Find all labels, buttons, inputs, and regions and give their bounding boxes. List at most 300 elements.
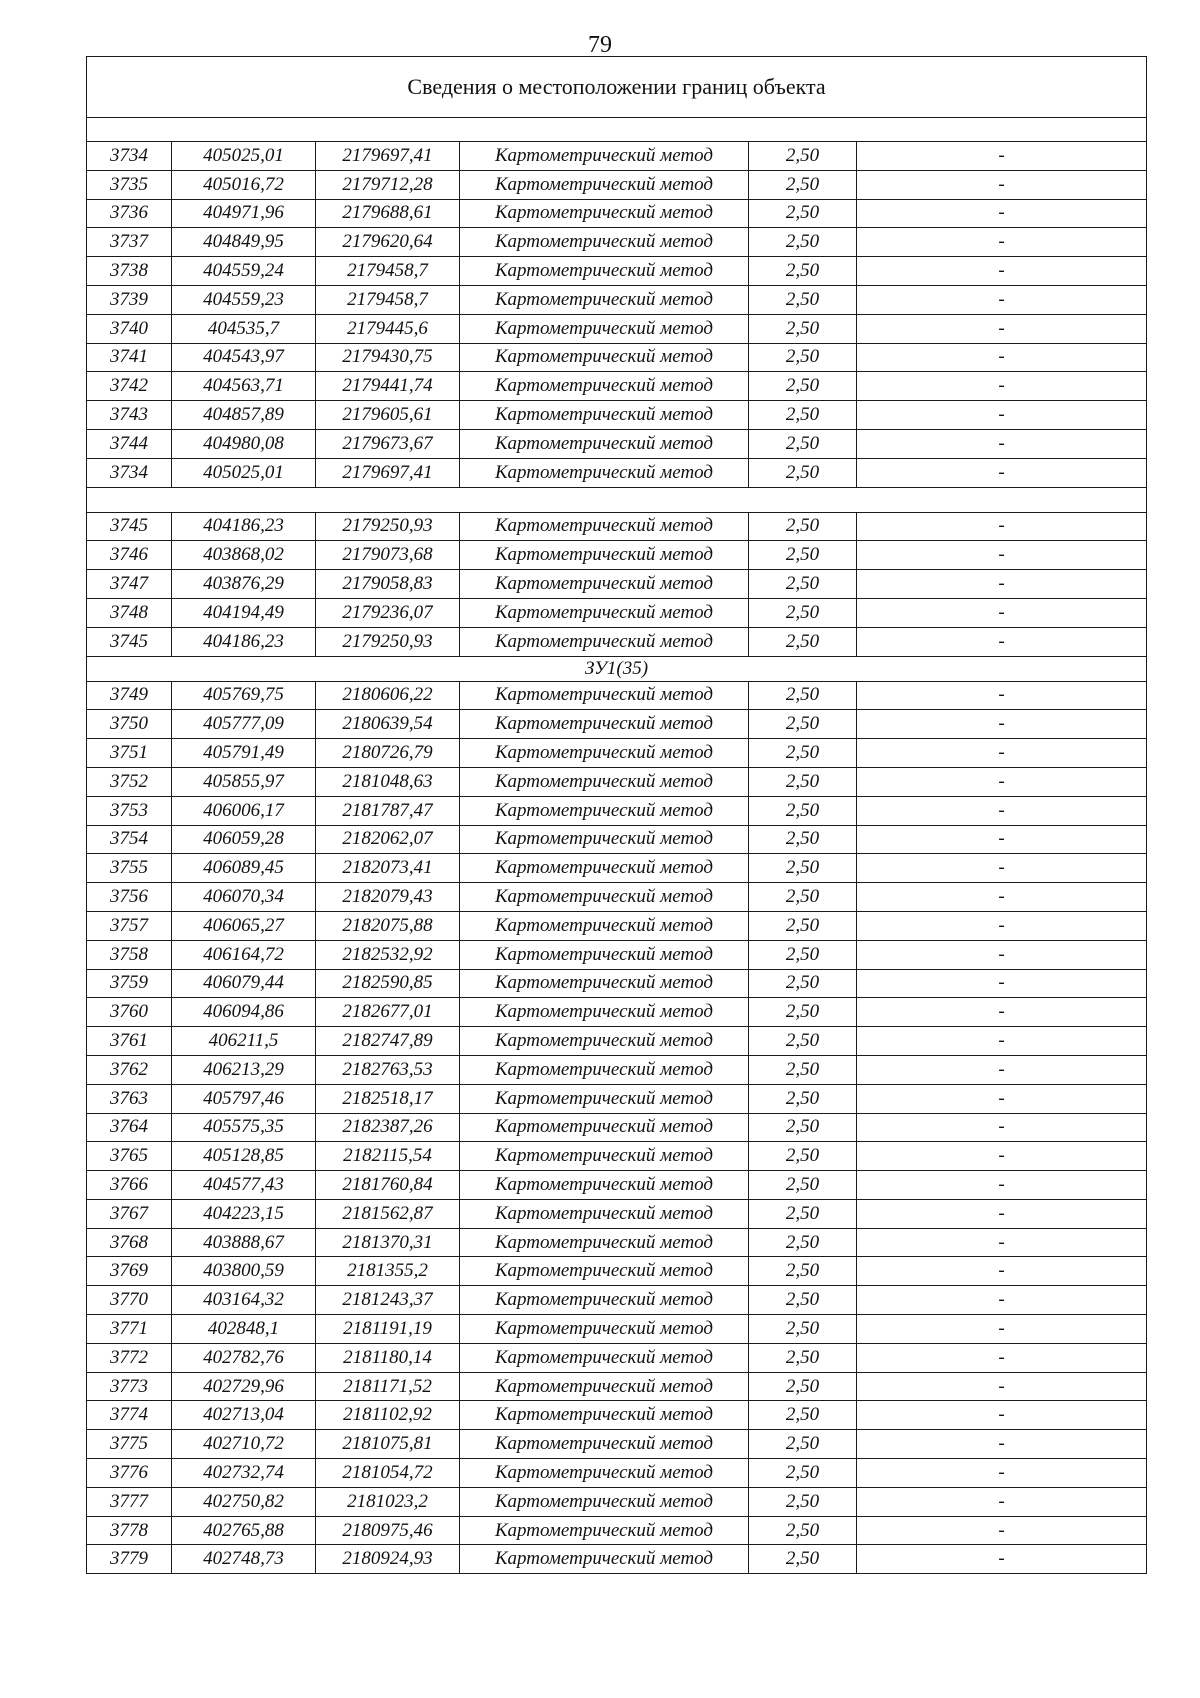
accuracy-cell: 2,50 (749, 343, 857, 372)
table-row (87, 314, 1147, 343)
method-cell: Картометрический метод (460, 825, 749, 854)
table-row (87, 1372, 1147, 1401)
table-row (87, 825, 1147, 854)
y-coordinate-cell: 2179697,41 (316, 458, 460, 487)
point-number-cell: 3734 (87, 458, 172, 487)
x-coordinate-cell: 406094,86 (172, 998, 316, 1027)
method-cell: Картометрический метод (460, 1199, 749, 1228)
accuracy-cell: 2,50 (749, 681, 857, 710)
y-coordinate-cell: 2179712,28 (316, 170, 460, 199)
point-number-cell: 3744 (87, 429, 172, 458)
accuracy-cell: 2,50 (749, 1113, 857, 1142)
method-cell: Картометрический метод (460, 1401, 749, 1430)
point-number-cell: 3759 (87, 969, 172, 998)
y-coordinate-cell: 2181075,81 (316, 1430, 460, 1459)
point-number-cell: 3770 (87, 1286, 172, 1315)
point-number-cell: 3765 (87, 1142, 172, 1171)
description-cell: - (857, 739, 1147, 768)
description-cell: - (857, 1055, 1147, 1084)
x-coordinate-cell: 405575,35 (172, 1113, 316, 1142)
table-row (87, 739, 1147, 768)
x-coordinate-cell: 405855,97 (172, 767, 316, 796)
method-cell: Картометрический метод (460, 401, 749, 430)
accuracy-cell: 2,50 (749, 940, 857, 969)
description-cell: - (857, 1228, 1147, 1257)
table-row (87, 228, 1147, 257)
y-coordinate-cell: 2182747,89 (316, 1027, 460, 1056)
table-body (87, 57, 1147, 1574)
y-coordinate-cell: 2181171,52 (316, 1372, 460, 1401)
point-number-cell: 3766 (87, 1171, 172, 1200)
method-cell: Картометрический метод (460, 429, 749, 458)
point-number-cell: 3743 (87, 401, 172, 430)
description-cell: - (857, 285, 1147, 314)
accuracy-cell: 2,50 (749, 257, 857, 286)
x-coordinate-cell: 406213,29 (172, 1055, 316, 1084)
accuracy-cell: 2,50 (749, 1084, 857, 1113)
point-number-cell: 3756 (87, 883, 172, 912)
y-coordinate-cell: 2182115,54 (316, 1142, 460, 1171)
table-row (87, 257, 1147, 286)
point-number-cell: 3735 (87, 170, 172, 199)
accuracy-cell: 2,50 (749, 1027, 857, 1056)
description-cell: - (857, 1401, 1147, 1430)
description-cell: - (857, 257, 1147, 286)
description-cell: - (857, 1487, 1147, 1516)
y-coordinate-cell: 2181054,72 (316, 1459, 460, 1488)
y-coordinate-cell: 2181787,47 (316, 796, 460, 825)
description-cell: - (857, 372, 1147, 401)
x-coordinate-cell: 406006,17 (172, 796, 316, 825)
table-row (87, 796, 1147, 825)
y-coordinate-cell: 2179236,07 (316, 598, 460, 627)
y-coordinate-cell: 2179620,64 (316, 228, 460, 257)
accuracy-cell: 2,50 (749, 1487, 857, 1516)
x-coordinate-cell: 402713,04 (172, 1401, 316, 1430)
y-coordinate-cell: 2179441,74 (316, 372, 460, 401)
description-cell: - (857, 199, 1147, 228)
description-cell: - (857, 1199, 1147, 1228)
title-row (87, 57, 1147, 118)
description-cell: - (857, 541, 1147, 570)
point-number-cell: 3739 (87, 285, 172, 314)
method-cell: Картометрический метод (460, 1545, 749, 1574)
y-coordinate-cell: 2182677,01 (316, 998, 460, 1027)
table-row (87, 1315, 1147, 1344)
description-cell: - (857, 401, 1147, 430)
description-cell: - (857, 969, 1147, 998)
description-cell: - (857, 429, 1147, 458)
accuracy-cell: 2,50 (749, 372, 857, 401)
point-number-cell: 3758 (87, 940, 172, 969)
group-separator-row (87, 487, 1147, 512)
y-coordinate-cell: 2181562,87 (316, 1199, 460, 1228)
point-number-cell: 3776 (87, 1459, 172, 1488)
x-coordinate-cell: 404194,49 (172, 598, 316, 627)
y-coordinate-cell: 2179250,93 (316, 627, 460, 656)
method-cell: Картометрический метод (460, 911, 749, 940)
x-coordinate-cell: 402732,74 (172, 1459, 316, 1488)
description-cell: - (857, 1315, 1147, 1344)
accuracy-cell: 2,50 (749, 1228, 857, 1257)
table-row (87, 541, 1147, 570)
table-row (87, 598, 1147, 627)
description-cell: - (857, 458, 1147, 487)
point-number-cell: 3754 (87, 825, 172, 854)
y-coordinate-cell: 2182079,43 (316, 883, 460, 912)
method-cell: Картометрический метод (460, 1055, 749, 1084)
table-row (87, 681, 1147, 710)
description-cell: - (857, 883, 1147, 912)
description-cell: - (857, 1113, 1147, 1142)
table-row (87, 1113, 1147, 1142)
y-coordinate-cell: 2182590,85 (316, 969, 460, 998)
table-row (87, 767, 1147, 796)
y-coordinate-cell: 2182387,26 (316, 1113, 460, 1142)
point-number-cell: 3736 (87, 199, 172, 228)
x-coordinate-cell: 406164,72 (172, 940, 316, 969)
point-number-cell: 3749 (87, 681, 172, 710)
description-cell: - (857, 767, 1147, 796)
description-cell: - (857, 681, 1147, 710)
method-cell: Картометрический метод (460, 1027, 749, 1056)
accuracy-cell: 2,50 (749, 1199, 857, 1228)
accuracy-cell: 2,50 (749, 1286, 857, 1315)
description-cell: - (857, 598, 1147, 627)
method-cell: Картометрический метод (460, 372, 749, 401)
accuracy-cell: 2,50 (749, 1545, 857, 1574)
table-row (87, 1459, 1147, 1488)
x-coordinate-cell: 402848,1 (172, 1315, 316, 1344)
point-number-cell: 3747 (87, 570, 172, 599)
point-number-cell: 3763 (87, 1084, 172, 1113)
point-number-cell: 3757 (87, 911, 172, 940)
accuracy-cell: 2,50 (749, 1459, 857, 1488)
y-coordinate-cell: 2179073,68 (316, 541, 460, 570)
y-coordinate-cell: 2181023,2 (316, 1487, 460, 1516)
point-number-cell: 3748 (87, 598, 172, 627)
method-cell: Картометрический метод (460, 1343, 749, 1372)
table-row (87, 199, 1147, 228)
accuracy-cell: 2,50 (749, 911, 857, 940)
accuracy-cell: 2,50 (749, 1257, 857, 1286)
description-cell: - (857, 228, 1147, 257)
description-cell: - (857, 1459, 1147, 1488)
table-row (87, 1545, 1147, 1574)
table-row (87, 627, 1147, 656)
point-number-cell: 3771 (87, 1315, 172, 1344)
point-number-cell: 3762 (87, 1055, 172, 1084)
description-cell: - (857, 940, 1147, 969)
x-coordinate-cell: 403800,59 (172, 1257, 316, 1286)
x-coordinate-cell: 402748,73 (172, 1545, 316, 1574)
y-coordinate-cell: 2181102,92 (316, 1401, 460, 1430)
table-row (87, 1199, 1147, 1228)
accuracy-cell: 2,50 (749, 512, 857, 541)
accuracy-cell: 2,50 (749, 314, 857, 343)
point-number-cell: 3769 (87, 1257, 172, 1286)
x-coordinate-cell: 404971,96 (172, 199, 316, 228)
table-row (87, 458, 1147, 487)
method-cell: Картометрический метод (460, 541, 749, 570)
accuracy-cell: 2,50 (749, 1343, 857, 1372)
method-cell: Картометрический метод (460, 969, 749, 998)
method-cell: Картометрический метод (460, 767, 749, 796)
table-row (87, 401, 1147, 430)
description-cell: - (857, 1027, 1147, 1056)
point-number-cell: 3750 (87, 710, 172, 739)
y-coordinate-cell: 2180975,46 (316, 1516, 460, 1545)
y-coordinate-cell: 2179673,67 (316, 429, 460, 458)
x-coordinate-cell: 402729,96 (172, 1372, 316, 1401)
x-coordinate-cell: 404223,15 (172, 1199, 316, 1228)
y-coordinate-cell: 2180726,79 (316, 739, 460, 768)
x-coordinate-cell: 405016,72 (172, 170, 316, 199)
accuracy-cell: 2,50 (749, 1516, 857, 1545)
method-cell: Картометрический метод (460, 1372, 749, 1401)
point-number-cell: 3742 (87, 372, 172, 401)
table-row (87, 998, 1147, 1027)
method-cell: Картометрический метод (460, 1459, 749, 1488)
method-cell: Картометрический метод (460, 1228, 749, 1257)
description-cell: - (857, 1343, 1147, 1372)
table-row (87, 1055, 1147, 1084)
table-row (87, 570, 1147, 599)
y-coordinate-cell: 2181243,37 (316, 1286, 460, 1315)
accuracy-cell: 2,50 (749, 401, 857, 430)
description-cell: - (857, 512, 1147, 541)
x-coordinate-cell: 402765,88 (172, 1516, 316, 1545)
x-coordinate-cell: 404559,23 (172, 285, 316, 314)
method-cell: Картометрический метод (460, 257, 749, 286)
x-coordinate-cell: 405025,01 (172, 458, 316, 487)
table-row (87, 1430, 1147, 1459)
description-cell: - (857, 170, 1147, 199)
page-number: 79 (588, 32, 612, 58)
table-row (87, 1171, 1147, 1200)
point-number-cell: 3734 (87, 142, 172, 171)
method-cell: Картометрический метод (460, 739, 749, 768)
table-row (87, 343, 1147, 372)
accuracy-cell: 2,50 (749, 1315, 857, 1344)
y-coordinate-cell: 2179697,41 (316, 142, 460, 171)
table-row (87, 1401, 1147, 1430)
table-row (87, 854, 1147, 883)
y-coordinate-cell: 2180924,93 (316, 1545, 460, 1574)
description-cell: - (857, 314, 1147, 343)
y-coordinate-cell: 2179458,7 (316, 285, 460, 314)
description-cell: - (857, 1142, 1147, 1171)
x-coordinate-cell: 406211,5 (172, 1027, 316, 1056)
point-number-cell: 3773 (87, 1372, 172, 1401)
description-cell: - (857, 854, 1147, 883)
point-number-cell: 3753 (87, 796, 172, 825)
y-coordinate-cell: 2181048,63 (316, 767, 460, 796)
accuracy-cell: 2,50 (749, 1372, 857, 1401)
point-number-cell: 3775 (87, 1430, 172, 1459)
point-number-cell: 3778 (87, 1516, 172, 1545)
x-coordinate-cell: 406070,34 (172, 883, 316, 912)
accuracy-cell: 2,50 (749, 1142, 857, 1171)
point-number-cell: 3768 (87, 1228, 172, 1257)
x-coordinate-cell: 402710,72 (172, 1430, 316, 1459)
accuracy-cell: 2,50 (749, 541, 857, 570)
group-separator-cell (87, 487, 1147, 512)
x-coordinate-cell: 404186,23 (172, 512, 316, 541)
y-coordinate-cell: 2179430,75 (316, 343, 460, 372)
accuracy-cell: 2,50 (749, 199, 857, 228)
y-coordinate-cell: 2182062,07 (316, 825, 460, 854)
x-coordinate-cell: 405128,85 (172, 1142, 316, 1171)
table-row (87, 170, 1147, 199)
table-row (87, 1487, 1147, 1516)
description-cell: - (857, 1286, 1147, 1315)
description-cell: - (857, 825, 1147, 854)
method-cell: Картометрический метод (460, 998, 749, 1027)
empty-separator-cell (87, 118, 1147, 142)
method-cell: Картометрический метод (460, 627, 749, 656)
description-cell: - (857, 796, 1147, 825)
description-cell: - (857, 570, 1147, 599)
accuracy-cell: 2,50 (749, 1055, 857, 1084)
description-cell: - (857, 1430, 1147, 1459)
table-row (87, 940, 1147, 969)
method-cell: Картометрический метод (460, 1286, 749, 1315)
y-coordinate-cell: 2182763,53 (316, 1055, 460, 1084)
y-coordinate-cell: 2179445,6 (316, 314, 460, 343)
description-cell: - (857, 343, 1147, 372)
point-number-cell: 3772 (87, 1343, 172, 1372)
y-coordinate-cell: 2181370,31 (316, 1228, 460, 1257)
description-cell: - (857, 627, 1147, 656)
y-coordinate-cell: 2179605,61 (316, 401, 460, 430)
point-number-cell: 3745 (87, 512, 172, 541)
table-row (87, 1257, 1147, 1286)
table-row (87, 1142, 1147, 1171)
point-number-cell: 3745 (87, 627, 172, 656)
method-cell: Картометрический метод (460, 854, 749, 883)
y-coordinate-cell: 2179250,93 (316, 512, 460, 541)
table-row (87, 372, 1147, 401)
accuracy-cell: 2,50 (749, 285, 857, 314)
method-cell: Картометрический метод (460, 681, 749, 710)
point-number-cell: 3767 (87, 1199, 172, 1228)
x-coordinate-cell: 403868,02 (172, 541, 316, 570)
method-cell: Картометрический метод (460, 796, 749, 825)
table-row (87, 1516, 1147, 1545)
method-cell: Картометрический метод (460, 598, 749, 627)
y-coordinate-cell: 2181760,84 (316, 1171, 460, 1200)
point-number-cell: 3779 (87, 1545, 172, 1574)
method-cell: Картометрический метод (460, 458, 749, 487)
point-number-cell: 3751 (87, 739, 172, 768)
accuracy-cell: 2,50 (749, 1430, 857, 1459)
x-coordinate-cell: 403164,32 (172, 1286, 316, 1315)
method-cell: Картометрический метод (460, 710, 749, 739)
group-label: ЗУ1(35) (87, 656, 1147, 681)
method-cell: Картометрический метод (460, 1487, 749, 1516)
table-row (87, 883, 1147, 912)
x-coordinate-cell: 404980,08 (172, 429, 316, 458)
point-number-cell: 3740 (87, 314, 172, 343)
x-coordinate-cell: 405769,75 (172, 681, 316, 710)
accuracy-cell: 2,50 (749, 825, 857, 854)
x-coordinate-cell: 406089,45 (172, 854, 316, 883)
x-coordinate-cell: 404543,97 (172, 343, 316, 372)
method-cell: Картометрический метод (460, 1084, 749, 1113)
description-cell: - (857, 1545, 1147, 1574)
accuracy-cell: 2,50 (749, 969, 857, 998)
point-number-cell: 3760 (87, 998, 172, 1027)
accuracy-cell: 2,50 (749, 1171, 857, 1200)
accuracy-cell: 2,50 (749, 796, 857, 825)
accuracy-cell: 2,50 (749, 142, 857, 171)
x-coordinate-cell: 405797,46 (172, 1084, 316, 1113)
x-coordinate-cell: 404849,95 (172, 228, 316, 257)
x-coordinate-cell: 405777,09 (172, 710, 316, 739)
point-number-cell: 3737 (87, 228, 172, 257)
table-row (87, 142, 1147, 171)
method-cell: Картометрический метод (460, 285, 749, 314)
y-coordinate-cell: 2182073,41 (316, 854, 460, 883)
x-coordinate-cell: 404559,24 (172, 257, 316, 286)
accuracy-cell: 2,50 (749, 854, 857, 883)
method-cell: Картометрический метод (460, 170, 749, 199)
accuracy-cell: 2,50 (749, 739, 857, 768)
x-coordinate-cell: 403888,67 (172, 1228, 316, 1257)
description-cell: - (857, 142, 1147, 171)
method-cell: Картометрический метод (460, 228, 749, 257)
x-coordinate-cell: 406079,44 (172, 969, 316, 998)
accuracy-cell: 2,50 (749, 998, 857, 1027)
description-cell: - (857, 1516, 1147, 1545)
y-coordinate-cell: 2180639,54 (316, 710, 460, 739)
description-cell: - (857, 1372, 1147, 1401)
boundary-table (86, 56, 1147, 1574)
y-coordinate-cell: 2179688,61 (316, 199, 460, 228)
method-cell: Картометрический метод (460, 940, 749, 969)
x-coordinate-cell: 404857,89 (172, 401, 316, 430)
x-coordinate-cell: 403876,29 (172, 570, 316, 599)
accuracy-cell: 2,50 (749, 710, 857, 739)
accuracy-cell: 2,50 (749, 598, 857, 627)
accuracy-cell: 2,50 (749, 170, 857, 199)
table-row (87, 1027, 1147, 1056)
method-cell: Картометрический метод (460, 343, 749, 372)
x-coordinate-cell: 405791,49 (172, 739, 316, 768)
table-row (87, 710, 1147, 739)
point-number-cell: 3761 (87, 1027, 172, 1056)
method-cell: Картометрический метод (460, 883, 749, 912)
method-cell: Картометрический метод (460, 570, 749, 599)
y-coordinate-cell: 2182518,17 (316, 1084, 460, 1113)
x-coordinate-cell: 405025,01 (172, 142, 316, 171)
method-cell: Картометрический метод (460, 1430, 749, 1459)
y-coordinate-cell: 2182532,92 (316, 940, 460, 969)
y-coordinate-cell: 2182075,88 (316, 911, 460, 940)
point-number-cell: 3774 (87, 1401, 172, 1430)
x-coordinate-cell: 402782,76 (172, 1343, 316, 1372)
table-row (87, 1343, 1147, 1372)
empty-separator-row (87, 118, 1147, 142)
x-coordinate-cell: 402750,82 (172, 1487, 316, 1516)
description-cell: - (857, 1084, 1147, 1113)
y-coordinate-cell: 2181355,2 (316, 1257, 460, 1286)
table-row (87, 1228, 1147, 1257)
point-number-cell: 3738 (87, 257, 172, 286)
x-coordinate-cell: 404563,71 (172, 372, 316, 401)
accuracy-cell: 2,50 (749, 458, 857, 487)
